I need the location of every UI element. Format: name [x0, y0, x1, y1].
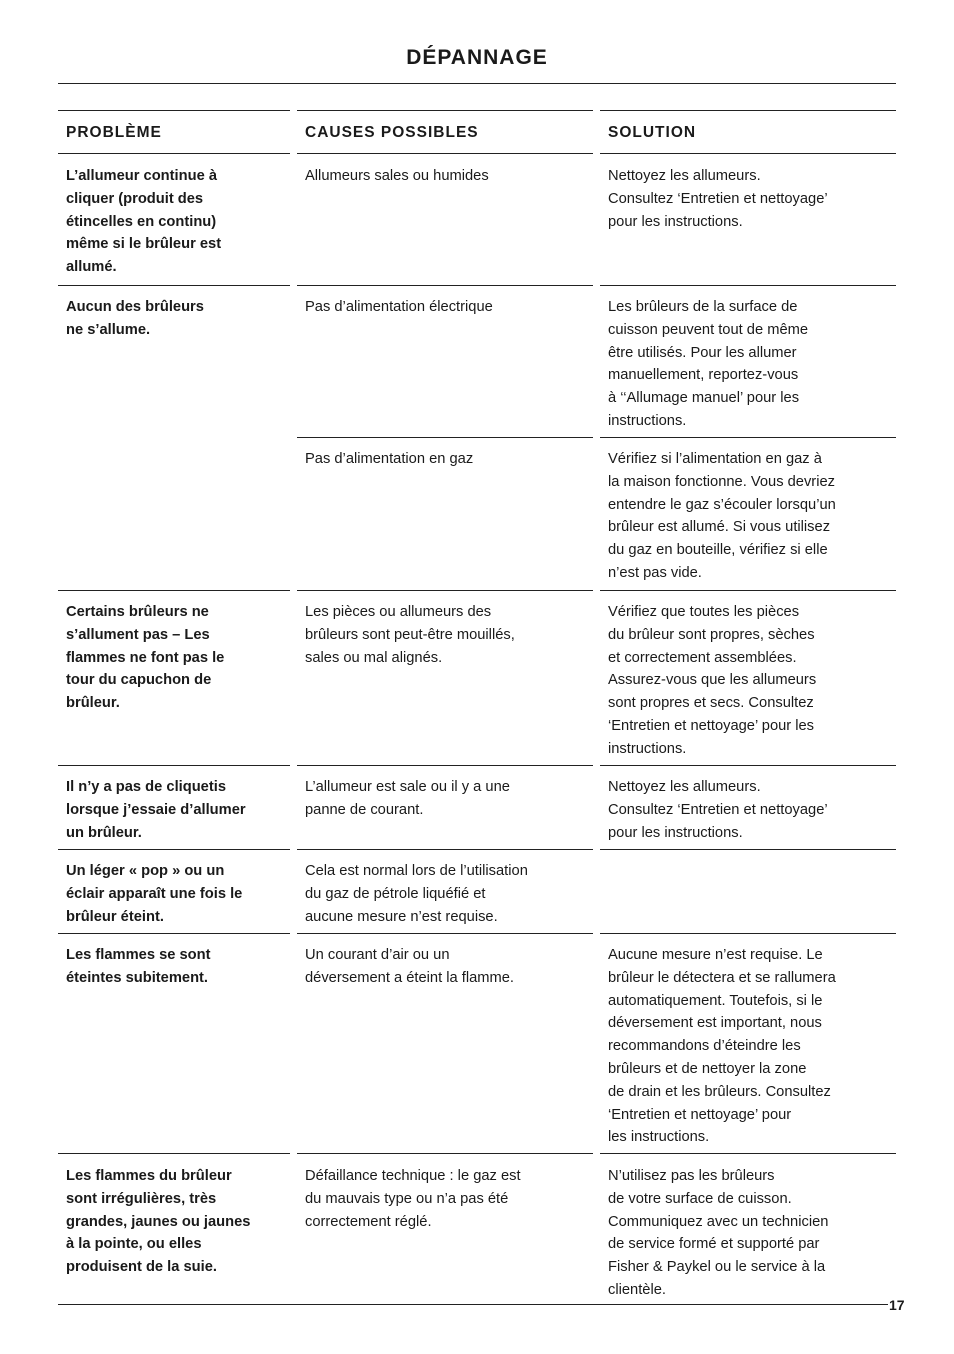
problem-cell: Certains brûleurs ne s’allument pas – Les flammes ne font pas le tour du capuchon de brûleur.: [58, 591, 290, 766]
header-solution: SOLUTION: [600, 110, 896, 154]
problem-cell: Aucun des brûleurs ne s’allume.: [58, 286, 290, 591]
cause-cell: L’allumeur est sale ou il y a une panne de courant.: [297, 766, 593, 850]
header-causes: CAUSES POSSIBLES: [297, 110, 593, 154]
solution-cell: Vérifiez que toutes les pièces du brûleur sont propres, sèches et correctement assemblées. Assurez-vous que les allumeurs sont propres et secs. Consultez ‘Entretien et nettoyage’ pour les instructions.: [600, 591, 896, 766]
solution-cell: Nettoyez les allumeurs. Consultez ‘Entretien et nettoyage’ pour les instructions.: [600, 766, 896, 850]
cause-cell: Pas d’alimentation électrique: [297, 286, 593, 438]
cause-cell: Un courant d’air ou un déversement a éteint la flamme.: [297, 934, 593, 1154]
cause-cell: Cela est normal lors de l’utilisation du gaz de pétrole liquéfié et aucune mesure n’est requise.: [297, 850, 593, 934]
bottom-divider: [58, 1304, 888, 1305]
cause-cell: Défaillance technique : le gaz est du mauvais type ou n’a pas été correctement réglé.: [305, 1168, 521, 1230]
page-number: 17: [889, 1297, 905, 1313]
problem-cell: Un léger « pop » ou un éclair apparaît une fois le brûleur éteint.: [58, 850, 290, 934]
solution-cell: Vérifiez si l’alimentation en gaz à la maison fonctionne. Vous devriez entendre le gaz s’écouler lorsqu’un brûleur est allumé. Si vous utilisez du gaz en bouteille, vérifiez si elle n’est pas vide.: [600, 438, 896, 591]
solution-cell: Aucune mesure n’est requise. Le brûleur le détectera et se rallumera automatiquement. Toutefois, si le déversement est important, nous recommandons d’éteindre les brûleurs et de nettoyer la zone de drain et les brûleurs. Consultez ‘Entretien et nettoyage’ pour les instructions.: [600, 934, 896, 1154]
solution-cell: Les brûleurs de la surface de cuisson peuvent tout de même être utilisés. Pour les allumer manuellement, reportez-vous à ‘‘Allumage manuel’ pour les instructions.: [600, 286, 896, 438]
problem-cell: Les flammes du brûleur sont irrégulières, très grandes, jaunes ou jaunes à la pointe, ou elles produisent de la suie.: [66, 1168, 251, 1276]
problem-cell: Il n’y a pas de cliquetis lorsque j’essaie d’allumer un brûleur.: [58, 766, 290, 850]
header-problem: PROBLÈME: [58, 110, 290, 154]
problem-cell: Les flammes se sont éteintes subitement.: [58, 934, 290, 1154]
problem-cell: L’allumeur continue à cliquer (produit des étincelles en continu) même si le brûleur est allumé.: [58, 155, 290, 286]
solution-cell: N’utilisez pas les brûleurs de votre surface de cuisson. Communiquez avec un technicien de service formé et supporté par Fisher & Paykel ou le service à la clientèle.: [608, 1168, 829, 1298]
cause-cell: Pas d’alimentation en gaz: [297, 438, 593, 591]
title-divider: [58, 83, 896, 84]
solution-cell: [600, 850, 896, 934]
cause-cell: Allumeurs sales ou humides: [297, 155, 593, 286]
solution-cell: Nettoyez les allumeurs. Consultez ‘Entretien et nettoyage’ pour les instructions.: [600, 155, 896, 286]
cause-cell: Les pièces ou allumeurs des brûleurs sont peut-être mouillés, sales ou mal alignés.: [297, 591, 593, 766]
page-title: DÉPANNAGE: [406, 46, 548, 69]
